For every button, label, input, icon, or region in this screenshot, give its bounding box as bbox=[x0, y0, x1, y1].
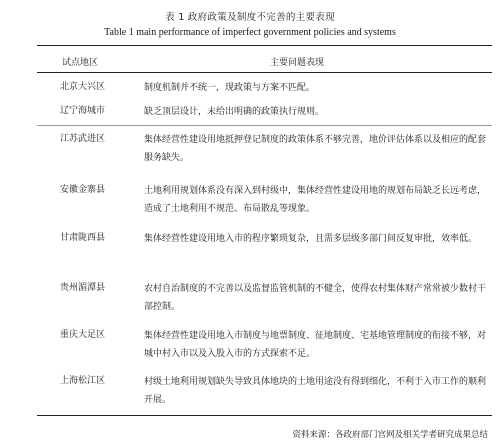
row-problem: 集体经营性建设用地入市的程序繁琐复杂，且需多层级多部门间反复审批，效率低。 bbox=[144, 234, 478, 244]
row-region: 安徽金寨县 bbox=[60, 185, 106, 195]
header-problem: 主要问题表现 bbox=[270, 58, 325, 68]
table-top-rule bbox=[37, 45, 492, 46]
row-region: 重庆大足区 bbox=[60, 330, 106, 340]
table-bottom-rule bbox=[37, 415, 492, 416]
row-problem: 制度机制并不统一，现政策与方案不匹配。 bbox=[144, 83, 316, 93]
table-caption-english: Table 1 main performance of imperfect government policies and systems bbox=[104, 27, 396, 38]
source-note: 资料来源：各政府部门官网及相关学者研究成果总结 bbox=[292, 430, 488, 440]
row-problem: 土地利用规划体系没有深入到村级中，集体经营性建设用地的规划布局缺乏长远考虑，造成了土地利用不规范、布局散乱等现象。 bbox=[144, 186, 487, 214]
row-region: 上海松江区 bbox=[60, 376, 106, 386]
table-header-rule bbox=[37, 72, 492, 73]
row-problem: 农村自治制度的不完善以及监督监管机制的不健全，使得农村集体财产常常被少数村干部控制。 bbox=[144, 284, 487, 312]
row-region: 辽宁海城市 bbox=[60, 106, 106, 116]
row-problem: 集体经营性建设用地入市制度与地票制度、征地制度、宅基地管理制度的衔接不够，对城中村入市以及入股入市的方式探索不足。 bbox=[144, 331, 487, 359]
table-caption-chinese: 表 1 政府政策及制度不完善的主要表现 bbox=[165, 12, 335, 23]
header-region: 试点地区 bbox=[62, 58, 99, 68]
row-separator bbox=[37, 125, 492, 126]
row-region: 贵州湄潭县 bbox=[60, 283, 106, 293]
row-problem: 缺乏顶层设计，未给出明确的政策执行规则。 bbox=[144, 107, 325, 117]
row-problem: 村级土地利用规划缺失导致具体地块的土地用途没有得到细化，不利于入市工作的顺利开展。 bbox=[144, 377, 487, 405]
row-problem: 集体经营性建设用地抵押登记制度的政策体系不够完善，地价评估体系以及相应的配套服务缺失。 bbox=[144, 135, 487, 163]
row-region: 江苏武进区 bbox=[60, 134, 106, 144]
row-region: 北京大兴区 bbox=[60, 82, 106, 92]
row-region: 甘肃陇西县 bbox=[60, 233, 106, 243]
